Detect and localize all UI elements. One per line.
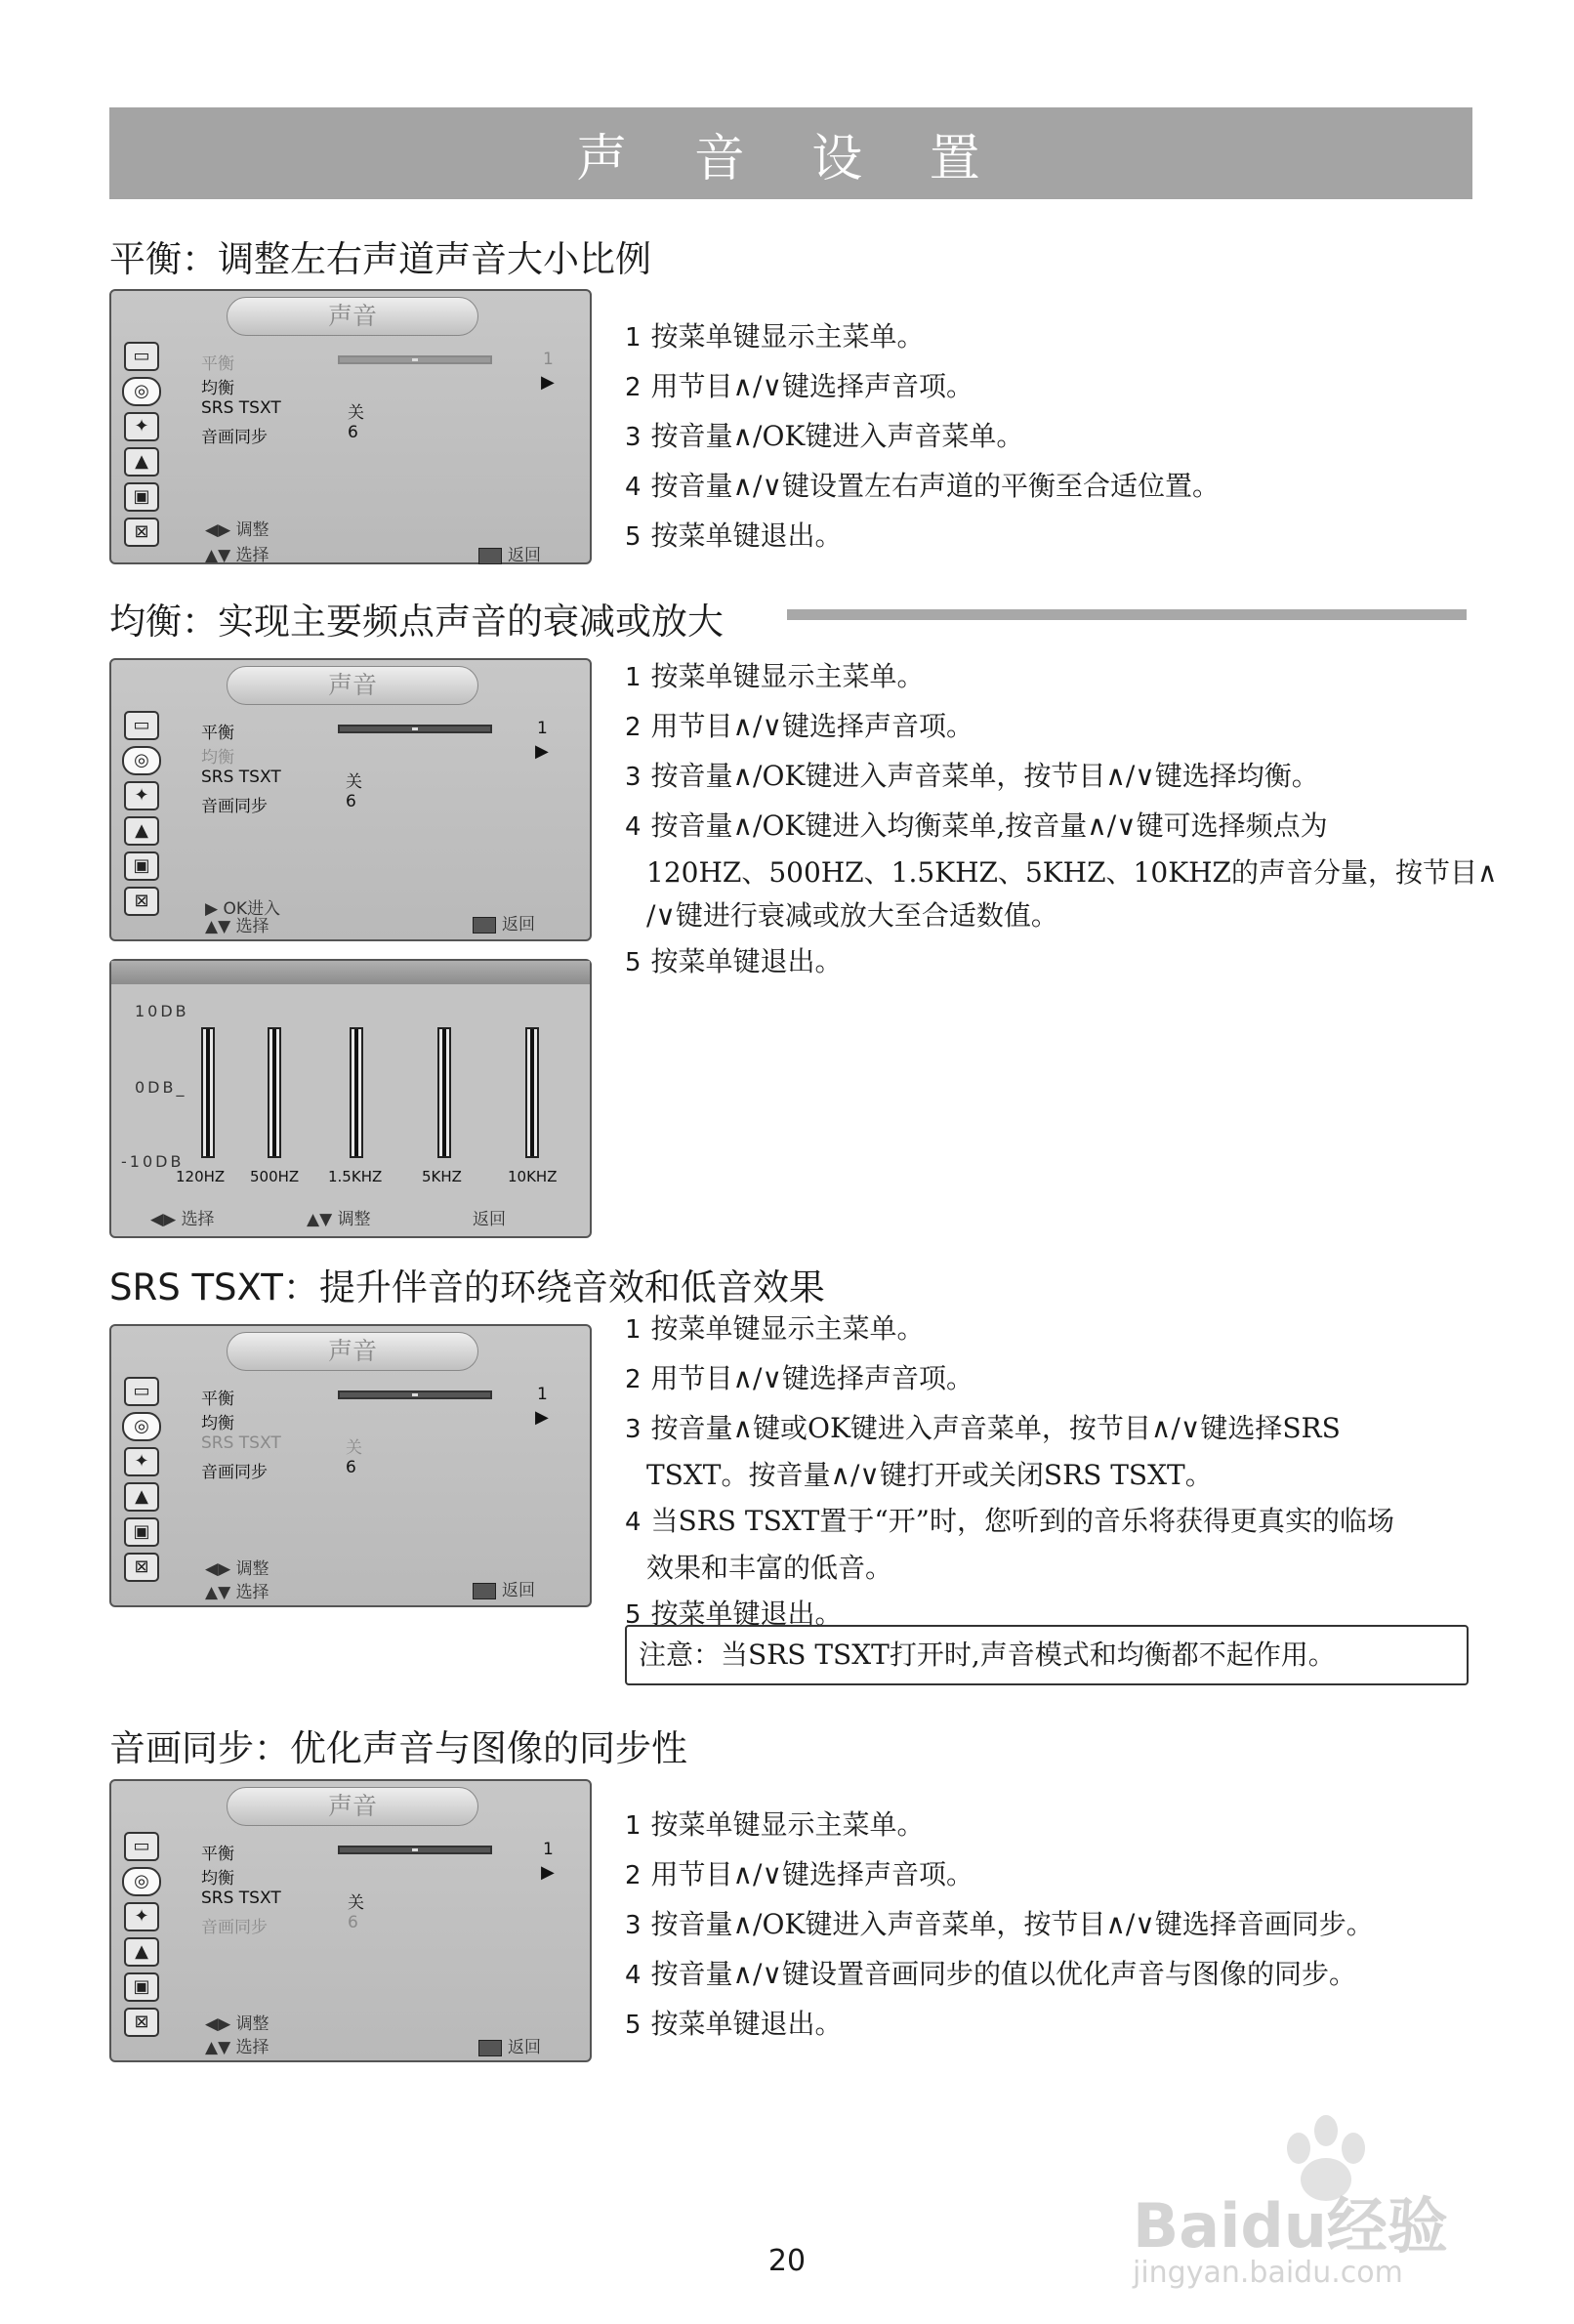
eq-band-slider-1-5khz[interactable] — [350, 1027, 363, 1158]
setup-icon[interactable]: ⊠ — [124, 887, 159, 916]
foot-select-label: 选择 — [235, 2038, 269, 2057]
menu-item-srs[interactable]: SRS TSXT — [201, 398, 281, 418]
picture-icon[interactable]: ▭ — [124, 711, 159, 740]
foot-adjust-hint: ◀▶ 调整 — [205, 520, 269, 540]
sound-menu-panel-srs — [109, 1324, 592, 1607]
srs-note-box: 注意：当SRS TSXT打开时,声音模式和均衡都不起作用。 — [625, 1625, 1469, 1685]
menu-header: 声音 — [227, 297, 478, 336]
step-item: 3 按音量∧/OK键进入声音菜单。 — [625, 420, 1024, 452]
foot-adjust-label: 调整 — [235, 1559, 269, 1579]
step-item: 5 按菜单键退出。 — [625, 2008, 843, 2040]
foot-back-label: 返回 — [502, 915, 535, 934]
step-item: 3 按音量∧键或OK键进入声音菜单，按节目∧/∨键选择SRS — [625, 1412, 1341, 1444]
page-title: 声 音 设 置 — [576, 129, 1006, 188]
menu-item-srs[interactable]: SRS TSXT — [201, 1433, 281, 1453]
step-continuation: TSXT。按音量∧/∨键打开或关闭SRS TSXT。 — [646, 1459, 1213, 1491]
eq-header-band — [111, 961, 590, 984]
menu-header: 声音 — [227, 1332, 478, 1371]
steps-av-sync — [625, 1801, 1374, 2050]
menu-icon-column — [121, 1377, 162, 1588]
step-item: 2 用节目∧/∨键选择声音项。 — [625, 1858, 973, 1890]
section-heading-balance: 平衡：调整左右声道声音大小比例 — [109, 238, 651, 280]
balance-slider[interactable] — [338, 725, 492, 733]
step-item: 4 当SRS TSXT置于“开”时，您听到的音乐将获得更真实的临场 — [625, 1505, 1394, 1537]
eq-foot-back-label: 返回 — [473, 1210, 506, 1229]
sound-icon[interactable]: ◎ — [122, 1412, 161, 1441]
menu-item-srs[interactable]: SRS TSXT — [201, 768, 281, 787]
av-sync-value: 6 — [348, 423, 358, 442]
watermark-url: jingyan.baidu.com — [1133, 2256, 1403, 2290]
step-item: 4 按音量∧/∨键设置左右声道的平衡至合适位置。 — [625, 470, 1220, 502]
page-title-bar — [109, 107, 1472, 199]
channel-icon[interactable]: ▲ — [124, 1482, 159, 1512]
sound-menu-panel-av-sync — [109, 1779, 592, 2062]
srs-value: 关 — [346, 1438, 362, 1458]
menu-item-balance[interactable]: 平衡 — [201, 724, 234, 743]
eq-foot-select-label: 选择 — [181, 1210, 215, 1229]
balance-slider[interactable] — [338, 355, 492, 364]
foot-select-label: 选择 — [235, 546, 269, 565]
foot-back-label: 返回 — [508, 2038, 541, 2057]
feature-icon[interactable]: ✦ — [124, 1447, 159, 1476]
eq-band-slider-120hz[interactable] — [201, 1027, 215, 1158]
eq-foot-back-hint — [473, 1205, 506, 1229]
sound-icon[interactable]: ◎ — [122, 377, 161, 406]
menu-item-srs[interactable]: SRS TSXT — [201, 1888, 281, 1908]
section-divider — [787, 609, 1467, 620]
channel-icon[interactable]: ▲ — [124, 1937, 159, 1967]
step-continuation: 120HZ、500HZ、1.5KHZ、5KHZ、10KHZ的声音分量，按节目∧ — [646, 856, 1498, 889]
balance-slider[interactable] — [338, 1390, 492, 1399]
setup-icon[interactable]: ⊠ — [124, 518, 159, 547]
foot-adjust-hint: ◀▶ 调整 — [205, 1559, 269, 1579]
step-item: 1 按菜单键显示主菜单。 — [625, 1808, 925, 1841]
foot-back-hint — [478, 541, 541, 565]
feature-icon[interactable]: ✦ — [124, 412, 159, 441]
step-item: 2 用节目∧/∨键选择声音项。 — [625, 1362, 973, 1394]
page-number: 20 — [767, 2244, 807, 2278]
foot-back-label: 返回 — [502, 1581, 535, 1600]
balance-value: 1 — [543, 1840, 554, 1859]
av-sync-value: 6 — [346, 792, 356, 811]
menu-item-balance[interactable]: 平衡 — [201, 1390, 234, 1409]
submenu-arrow-icon: ▶ — [541, 372, 555, 393]
sound-icon[interactable]: ◎ — [122, 1867, 161, 1896]
foot-back-hint — [473, 1576, 535, 1600]
menu-item-equalizer[interactable]: 均衡 — [201, 1414, 234, 1433]
step-item: 2 用节目∧/∨键选择声音项。 — [625, 370, 973, 402]
db-bottom-label: -10DB — [121, 1152, 185, 1171]
foot-ok-label: OK进入 — [223, 899, 281, 919]
foot-back-hint — [478, 2033, 541, 2057]
steps-balance — [625, 312, 1220, 561]
sound-menu-panel-equalizer — [109, 658, 592, 941]
srs-value: 关 — [348, 403, 364, 423]
foot-select-label: 选择 — [235, 1583, 269, 1602]
submenu-arrow-icon: ▶ — [535, 741, 549, 762]
steps-srs — [625, 1305, 1394, 1639]
srs-value: 关 — [348, 1893, 364, 1913]
eq-band-label: 10KHZ — [508, 1168, 558, 1185]
step-item: 1 按菜单键显示主菜单。 — [625, 320, 925, 353]
foot-adjust-hint: ◀▶ 调整 — [205, 2014, 269, 2034]
eq-band-label: 500HZ — [250, 1168, 300, 1185]
foot-back-hint — [473, 910, 535, 934]
screen-icon[interactable]: ▣ — [124, 1972, 159, 2002]
screen-icon[interactable]: ▣ — [124, 482, 159, 512]
screen-icon[interactable]: ▣ — [124, 1517, 159, 1547]
equalizer-panel — [109, 959, 592, 1238]
setup-icon[interactable]: ⊠ — [124, 2008, 159, 2037]
av-sync-value: 6 — [346, 1458, 356, 1477]
feature-icon[interactable]: ✦ — [124, 781, 159, 810]
db-top-label: 10DB — [135, 1002, 189, 1020]
step-continuation: /∨键进行衰减或放大至合适数值。 — [646, 899, 1058, 932]
foot-select-hint: ▲▼ 选择 — [205, 1583, 269, 1602]
step-continuation: 效果和丰富的低音。 — [646, 1552, 893, 1584]
menu-icon-column — [121, 1832, 162, 2043]
av-sync-value: 6 — [348, 1913, 358, 1932]
menu-item-balance[interactable]: 平衡 — [201, 1845, 234, 1864]
eq-foot-select-hint: ◀▶ 选择 — [150, 1210, 215, 1229]
eq-band-label: 5KHZ — [422, 1168, 462, 1185]
step-item: 5 按菜单键退出。 — [625, 1598, 843, 1630]
foot-select-hint: ▲▼ 选择 — [205, 546, 269, 565]
foot-ok-hint: ▶ OK进入 — [205, 899, 281, 919]
balance-slider[interactable] — [338, 1846, 492, 1854]
menu-key-icon — [478, 548, 502, 564]
menu-key-icon — [473, 1583, 496, 1599]
submenu-arrow-icon: ▶ — [541, 1862, 555, 1883]
section-heading-equalizer: 均衡：实现主要频点声音的衰减或放大 — [109, 601, 724, 643]
balance-value: 1 — [543, 350, 554, 369]
sound-icon[interactable]: ◎ — [122, 746, 161, 775]
steps-equalizer — [625, 652, 1497, 987]
foot-adjust-label: 调整 — [235, 2014, 269, 2034]
menu-header: 声音 — [227, 666, 478, 705]
balance-value: 1 — [537, 719, 548, 738]
screen-icon[interactable]: ▣ — [124, 851, 159, 881]
menu-item-equalizer[interactable]: 均衡 — [201, 1869, 234, 1888]
menu-item-av-sync[interactable]: 音画同步 — [201, 797, 268, 816]
submenu-arrow-icon: ▶ — [535, 1407, 549, 1428]
step-item: 4 按音量∧/∨键设置音画同步的值以优化声音与图像的同步。 — [625, 1958, 1356, 1990]
step-item: 1 按菜单键显示主菜单。 — [625, 1312, 925, 1345]
channel-icon[interactable]: ▲ — [124, 447, 159, 477]
eq-foot-adjust-hint: ▲▼ 调整 — [307, 1210, 371, 1229]
feature-icon[interactable]: ✦ — [124, 1902, 159, 1931]
channel-icon[interactable]: ▲ — [124, 816, 159, 846]
eq-band-slider-10khz[interactable] — [525, 1027, 539, 1158]
menu-icon-column — [121, 342, 162, 553]
step-item: 4 按音量∧/OK键进入均衡菜单,按音量∧/∨键可选择频点为 — [625, 809, 1328, 842]
menu-key-icon — [478, 2040, 502, 2056]
foot-back-label: 返回 — [508, 546, 541, 565]
db-mid-label: 0DB_ — [135, 1078, 187, 1097]
picture-icon[interactable]: ▭ — [124, 1832, 159, 1861]
picture-icon[interactable]: ▭ — [124, 342, 159, 371]
menu-item-balance[interactable]: 平衡 — [201, 354, 234, 374]
section-heading-av-sync: 音画同步：优化声音与图像的同步性 — [109, 1727, 687, 1769]
eq-band-label: 1.5KHZ — [328, 1168, 383, 1185]
picture-icon[interactable]: ▭ — [124, 1377, 159, 1406]
step-item: 5 按菜单键退出。 — [625, 945, 843, 977]
sound-menu-panel-balance — [109, 289, 592, 564]
srs-value: 关 — [346, 772, 362, 792]
menu-item-equalizer[interactable]: 均衡 — [201, 379, 234, 398]
eq-band-slider-5khz[interactable] — [437, 1027, 451, 1158]
menu-item-av-sync[interactable]: 音画同步 — [201, 1918, 268, 1937]
menu-key-icon — [473, 917, 496, 934]
menu-item-av-sync[interactable]: 音画同步 — [201, 428, 268, 447]
step-item: 3 按音量∧/OK键进入声音菜单，按节目∧/∨键选择均衡。 — [625, 760, 1319, 792]
menu-item-equalizer[interactable]: 均衡 — [201, 748, 234, 768]
foot-adjust-label: 调整 — [235, 520, 269, 540]
foot-select-hint: ▲▼ 选择 — [205, 917, 269, 936]
menu-header: 声音 — [227, 1787, 478, 1826]
menu-item-av-sync[interactable]: 音画同步 — [201, 1463, 268, 1482]
setup-icon[interactable]: ⊠ — [124, 1553, 159, 1582]
step-item: 2 用节目∧/∨键选择声音项。 — [625, 710, 973, 742]
foot-select-hint: ▲▼ 选择 — [205, 2038, 269, 2057]
step-item: 3 按音量∧/OK键进入声音菜单，按节目∧/∨键选择音画同步。 — [625, 1908, 1374, 1940]
watermark-brand: Baidu经验 — [1133, 2190, 1448, 2262]
eq-band-label: 120HZ — [176, 1168, 226, 1185]
step-item: 5 按菜单键退出。 — [625, 519, 843, 552]
foot-select-label: 选择 — [235, 917, 269, 936]
eq-foot-adjust-label: 调整 — [337, 1210, 371, 1229]
section-heading-srs: SRS TSXT：提升伴音的环绕音效和低音效果 — [109, 1266, 825, 1308]
balance-value: 1 — [537, 1385, 548, 1404]
menu-icon-column — [121, 711, 162, 922]
eq-band-slider-500hz[interactable] — [268, 1027, 281, 1158]
step-item: 1 按菜单键显示主菜单。 — [625, 660, 925, 692]
